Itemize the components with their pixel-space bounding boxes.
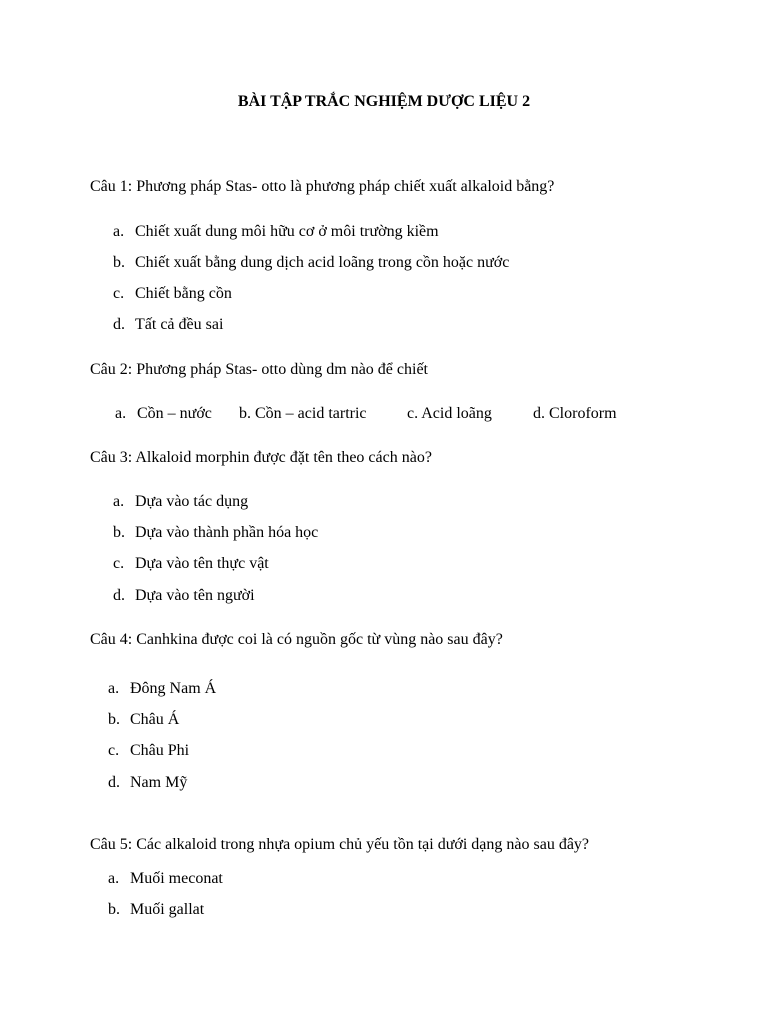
option-letter: c. [113, 285, 125, 302]
question-3-option-c [113, 555, 269, 573]
question-1-option-c [113, 285, 232, 303]
option-text: Muối meconat [130, 870, 223, 887]
option-letter: b. [113, 524, 125, 541]
option-letter: d. [108, 774, 120, 791]
option-text: Chiết xuất bằng dung dịch acid loãng trong cồn hoặc nước [135, 254, 510, 271]
option-text: Dựa vào tên thực vật [135, 555, 269, 572]
option-text: Dựa vào tác dụng [135, 493, 249, 510]
option-text: Muối gallat [130, 901, 205, 918]
option-text: Dựa vào thành phần hóa học [135, 524, 319, 541]
option-text: Dựa vào tên người [135, 587, 255, 604]
option-text: Cồn – nước [137, 405, 212, 422]
question-4-option-d [108, 774, 187, 792]
question-2-option-b [239, 405, 367, 423]
option-letter: b. [108, 711, 120, 728]
option-text: Acid loãng [421, 405, 492, 422]
option-text: Châu Phi [130, 742, 190, 759]
option-letter: a. [115, 405, 127, 422]
option-text: Cồn – acid tartric [255, 405, 367, 422]
option-letter: d. [113, 587, 125, 604]
option-letter: c. [407, 405, 419, 422]
option-text: Chiết xuất dung môi hữu cơ ở môi trường kiềm [135, 223, 439, 240]
question-4-option-a [108, 680, 216, 698]
option-letter: b. [113, 254, 125, 271]
question-2-option-a [115, 405, 212, 423]
option-text: Nam Mỹ [130, 774, 188, 791]
question-3: Câu 3: Alkaloid morphin được đặt tên theo cách nào? [90, 449, 432, 466]
question-4-option-c [108, 742, 189, 760]
question-3-option-b [113, 524, 318, 542]
question-1-option-b [113, 254, 509, 272]
question-4-option-b [108, 711, 179, 729]
option-letter: d. [533, 405, 545, 422]
question-1-option-d [113, 316, 223, 334]
question-2-option-c [407, 405, 492, 423]
question-2-option-d [533, 405, 617, 423]
option-text: Đông Nam Á [130, 680, 217, 697]
option-letter: c. [108, 742, 120, 759]
option-letter: a. [113, 493, 125, 510]
page-title: BÀI TẬP TRẮC NGHIỆM DƯỢC LIỆU 2 [237, 93, 531, 110]
option-letter: d. [113, 316, 125, 333]
option-letter: a. [113, 223, 125, 240]
question-4: Câu 4: Canhkina được coi là có nguồn gốc từ vùng nào sau đây? [90, 631, 503, 648]
option-text: Chiết bằng cồn [135, 285, 232, 302]
question-1-option-a [113, 223, 439, 241]
option-text: Tất cả đều sai [135, 316, 224, 333]
option-letter: a. [108, 680, 120, 697]
question-5: Câu 5: Các alkaloid trong nhựa opium chủ yếu tồn tại dưới dạng nào sau đây? [90, 836, 590, 853]
question-1: Câu 1: Phương pháp Stas- otto là phương pháp chiết xuất alkaloid bằng? [90, 178, 555, 195]
option-text: Cloroform [549, 405, 617, 422]
question-3-option-a [113, 493, 248, 511]
option-text: Châu Á [130, 711, 180, 728]
option-letter: b. [108, 901, 120, 918]
question-2: Câu 2: Phương pháp Stas- otto dùng dm nào để chiết [90, 361, 428, 378]
question-5-option-b [108, 901, 204, 919]
option-letter: b. [239, 405, 251, 422]
question-3-option-d [113, 587, 255, 605]
option-letter: a. [108, 870, 120, 887]
option-letter: c. [113, 555, 125, 572]
question-5-option-a [108, 870, 223, 888]
